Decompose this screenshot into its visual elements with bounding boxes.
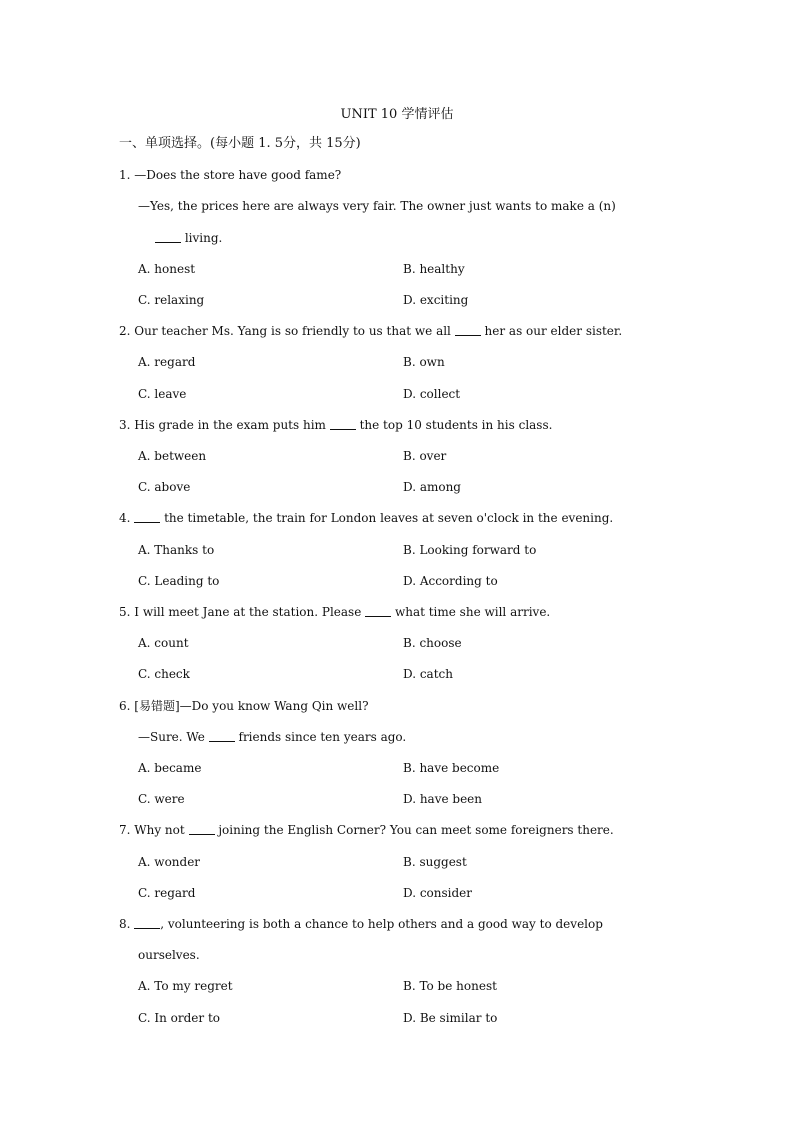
- option-d: D. consider: [403, 886, 473, 900]
- answer-blank: [330, 417, 356, 430]
- option-d: D. collect: [403, 387, 461, 401]
- option-b: B. choose: [403, 636, 462, 650]
- option-a: A. Thanks to: [138, 543, 215, 557]
- question-7-stem: 7. Why not joining the English Corner? You can meet some foreigners there.: [119, 823, 614, 837]
- option-c: C. Leading to: [138, 574, 220, 588]
- answer-blank: [134, 916, 160, 929]
- question-5-stem: 5. I will meet Jane at the station. Please what time she will arrive.: [119, 605, 551, 619]
- option-a: A. regard: [138, 355, 196, 369]
- option-c: C. were: [138, 792, 185, 806]
- option-b: B. healthy: [403, 262, 465, 276]
- section-heading: 一、单项选择。(每小题 1. 5分，共 15分): [119, 136, 361, 151]
- option-d: D. Be similar to: [403, 1011, 498, 1025]
- question-1-reply: —Yes, the prices here are always very fair. The owner just wants to make a (n): [138, 199, 616, 213]
- question-8-continuation: ourselves.: [138, 948, 200, 962]
- option-c: C. leave: [138, 387, 187, 401]
- option-c: C. check: [138, 667, 190, 681]
- option-a: A. between: [138, 449, 207, 463]
- question-1-stem: 1. —Does the store have good fame?: [119, 168, 342, 182]
- option-a: A. To my regret: [138, 979, 233, 993]
- option-c: C. In order to: [138, 1011, 221, 1025]
- option-d: D. According to: [403, 574, 498, 588]
- option-a: A. became: [138, 761, 202, 775]
- answer-blank: [455, 323, 481, 336]
- option-b: B. over: [403, 449, 447, 463]
- option-b: B. Looking forward to: [403, 543, 537, 557]
- answer-blank: [189, 822, 215, 835]
- question-1-continuation: living.: [155, 230, 222, 246]
- page-title: UNIT 10 学情评估: [340, 107, 454, 122]
- option-c: C. relaxing: [138, 293, 205, 307]
- question-6-stem: 6. [易错题]—Do you know Wang Qin well?: [119, 699, 369, 713]
- answer-blank: [209, 729, 235, 742]
- answer-blank: [134, 510, 160, 523]
- option-d: D. catch: [403, 667, 453, 681]
- option-d: D. among: [403, 480, 461, 494]
- option-b: B. have become: [403, 761, 500, 775]
- question-3-stem: 3. His grade in the exam puts him the top 10 students in his class.: [119, 418, 553, 432]
- question-8-stem: 8. , volunteering is both a chance to help others and a good way to develop: [119, 917, 603, 931]
- option-b: B. To be honest: [403, 979, 497, 993]
- option-a: A. wonder: [138, 855, 201, 869]
- answer-blank: [365, 604, 391, 617]
- option-b: B. suggest: [403, 855, 467, 869]
- answer-blank: [155, 230, 181, 243]
- option-b: B. own: [403, 355, 445, 369]
- option-d: D. exciting: [403, 293, 469, 307]
- question-6-reply: —Sure. We friends since ten years ago.: [138, 730, 407, 744]
- option-c: C. above: [138, 480, 191, 494]
- option-a: A. honest: [138, 262, 196, 276]
- question-2-stem: 2. Our teacher Ms. Yang is so friendly to us that we all her as our elder sister.: [119, 324, 623, 338]
- option-d: D. have been: [403, 792, 483, 806]
- option-a: A. count: [138, 636, 189, 650]
- question-4-stem: 4. the timetable, the train for London leaves at seven o'clock in the evening.: [119, 511, 614, 525]
- option-c: C. regard: [138, 886, 196, 900]
